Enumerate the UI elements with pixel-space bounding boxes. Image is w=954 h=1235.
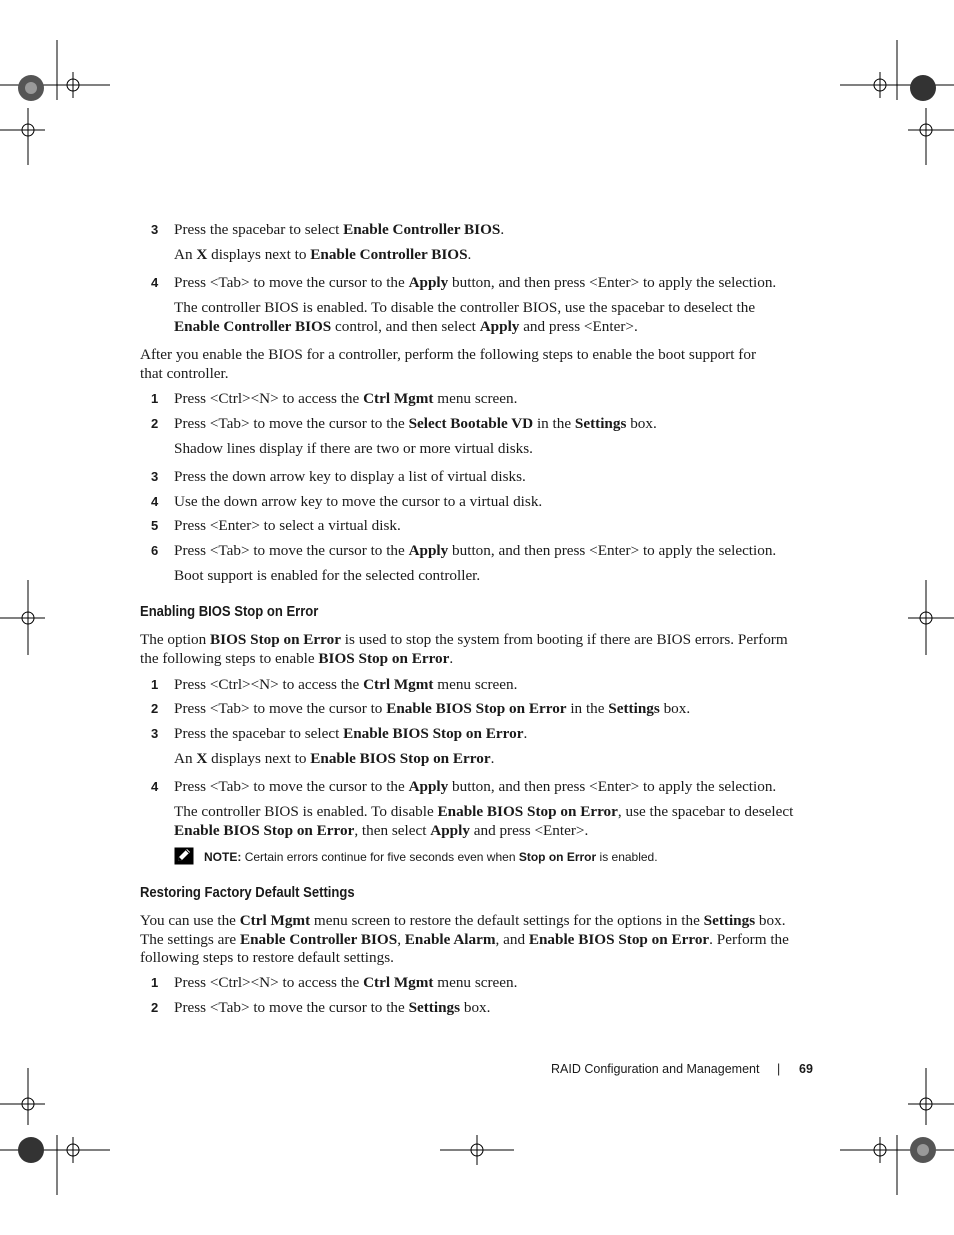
step-result: An X displays next to Enable BIOS Stop on Error. (174, 750, 495, 767)
step-result-line: Enable BIOS Stop on Error, then select Apply and press <Enter>. (174, 822, 589, 839)
step-result: An X displays next to Enable Controller BIOS. (174, 246, 472, 263)
paragraph-line: that controller. (140, 365, 229, 382)
step-result: Shadow lines display if there are two or more virtual disks. (174, 440, 533, 457)
step-result-line: The controller BIOS is enabled. To disable the controller BIOS, use the spacebar to deselect the (174, 299, 756, 316)
step-number: 2 (151, 1000, 159, 1015)
step-text: Use the down arrow key to move the cursor to a virtual disk. (174, 493, 543, 510)
step-number: 3 (151, 469, 159, 484)
step-text: Press <Ctrl><N> to access the Ctrl Mgmt menu screen. (174, 974, 518, 991)
step-number: 4 (151, 779, 159, 794)
footer-section-title: RAID Configuration and Management (551, 1062, 760, 1076)
step-number: 2 (151, 701, 159, 716)
paragraph-line: following steps to restore default settings. (140, 949, 394, 966)
step-number: 6 (151, 543, 159, 558)
note-label: NOTE: (204, 850, 242, 864)
step-text: Press the spacebar to select Enable BIOS Stop on Error. (174, 725, 528, 742)
section-heading: Restoring Factory Default Settings (140, 885, 355, 901)
step-number: 4 (151, 494, 159, 509)
note-text: Certain errors continue for five seconds even when Stop on Error is enabled. (244, 850, 658, 864)
paragraph-line: After you enable the BIOS for a controller, perform the following steps to enable the boot support for (140, 346, 757, 363)
footer-separator: | (777, 1062, 781, 1076)
step-text: Press <Tab> to move the cursor to the Apply button, and then press <Enter> to apply the selection. (174, 274, 777, 291)
step-result: Boot support is enabled for the selected controller. (174, 567, 481, 584)
paragraph-line: the following steps to enable BIOS Stop on Error. (140, 650, 454, 667)
step-text: Press <Ctrl><N> to access the Ctrl Mgmt menu screen. (174, 390, 518, 407)
step-number: 5 (151, 518, 159, 533)
pencil-note-icon (174, 847, 194, 865)
step-text: Press the down arrow key to display a list of virtual disks. (174, 468, 526, 485)
step-text: Press <Tab> to move the cursor to Enable BIOS Stop on Error in the Settings box. (174, 700, 691, 717)
paragraph-line: The option BIOS Stop on Error is used to stop the system from booting if there are BIOS errors. Perform (140, 631, 788, 648)
step-text: Press <Enter> to select a virtual disk. (174, 517, 401, 534)
step-number: 4 (151, 275, 159, 290)
step-text: Press the spacebar to select Enable Controller BIOS. (174, 221, 505, 238)
paragraph-line: The settings are Enable Controller BIOS, Enable Alarm, and Enable BIOS Stop on Error. Perform the (140, 931, 789, 948)
step-number: 3 (151, 222, 159, 237)
section-heading: Enabling BIOS Stop on Error (140, 604, 319, 620)
step-result-line: Enable Controller BIOS control, and then select Apply and press <Enter>. (174, 318, 638, 335)
step-text: Press <Ctrl><N> to access the Ctrl Mgmt menu screen. (174, 676, 518, 693)
step-text: Press <Tab> to move the cursor to the Select Bootable VD in the Settings box. (174, 415, 657, 432)
step-text: Press <Tab> to move the cursor to the Settings box. (174, 999, 491, 1016)
paragraph-line: You can use the Ctrl Mgmt menu screen to restore the default settings for the options in the Settings box. (140, 912, 786, 929)
step-result-line: The controller BIOS is enabled. To disable Enable BIOS Stop on Error, use the spacebar to deselect (174, 803, 794, 820)
step-number: 2 (151, 416, 159, 431)
page-number: 69 (799, 1062, 813, 1076)
step-number: 1 (151, 391, 159, 406)
step-text: Press <Tab> to move the cursor to the Apply button, and then press <Enter> to apply the selection. (174, 778, 777, 795)
step-number: 1 (151, 975, 159, 990)
step-number: 3 (151, 726, 159, 741)
step-number: 1 (151, 677, 159, 692)
step-text: Press <Tab> to move the cursor to the Apply button, and then press <Enter> to apply the selection. (174, 542, 777, 559)
